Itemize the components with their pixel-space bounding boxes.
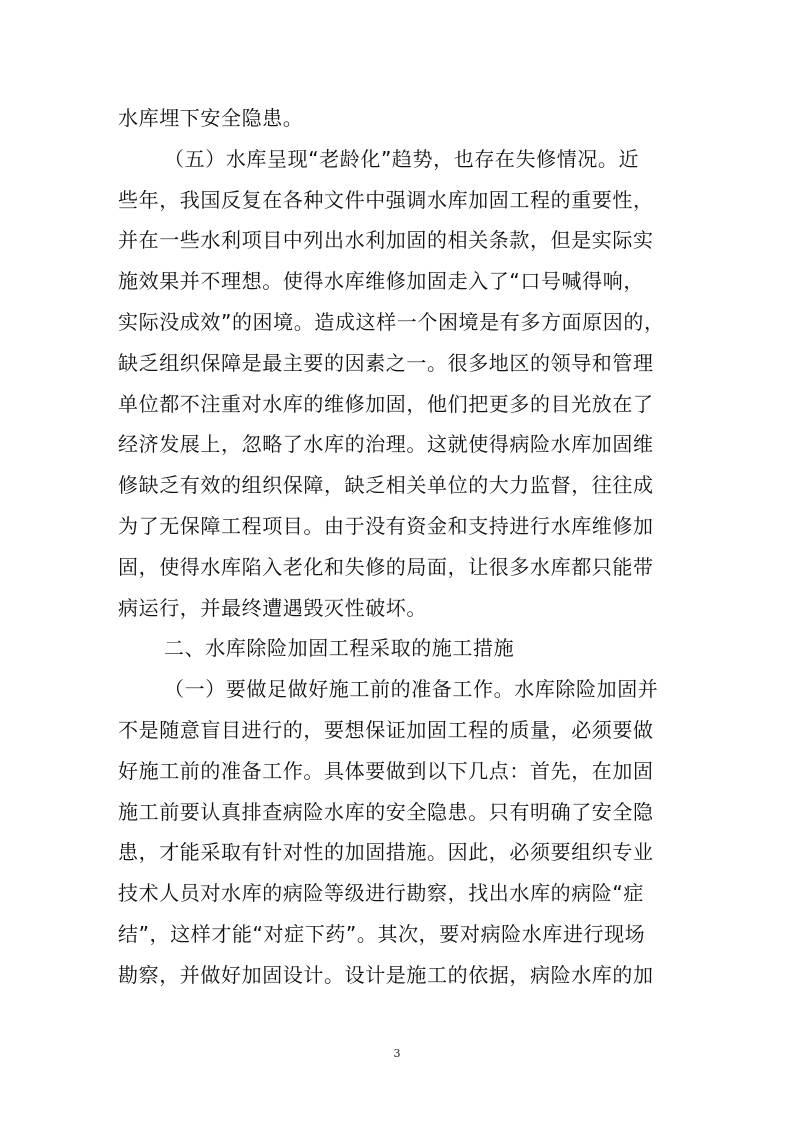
text-line: 结”，这样才能“对症下药”。其次，要对病险水库进行现场 — [118, 921, 646, 946]
text-line: 单位都不注重对水库的维修加固，他们把更多的目光放在了 — [118, 391, 654, 416]
page-number: 3 — [393, 1047, 401, 1060]
text-line: 并在一些水利项目中列出水利加固的相关条款，但是实际实 — [118, 228, 654, 253]
text-line: 不是随意盲目进行的，要想保证加固工程的质量，必须要做 — [118, 717, 654, 742]
text-line: 勘察，并做好加固设计。设计是施工的依据，病险水库的加 — [118, 962, 654, 987]
text-line: 施效果并不理想。使得水库维修加固走入了“口号喊得响， — [118, 269, 644, 294]
text-line: 水库埋下安全隐患。 — [118, 106, 304, 130]
text-line: 经济发展上，忽略了水库的治理。这就使得病险水库加固维 — [118, 432, 654, 457]
text-line: 施工前要认真排查病险水库的安全隐患。只有明确了安全隐 — [118, 799, 654, 824]
text-line: 缺乏组织保障是最主要的因素之一。很多地区的领导和管理 — [118, 350, 654, 375]
text-line: 固，使得水库陷入老化和失修的局面，让很多水库都只能带 — [118, 554, 654, 579]
text-line: （五）水库呈现“老龄化”趋势，也存在失修情况。近 — [164, 146, 640, 171]
text-line: 些年，我国反复在各种文件中强调水库加固工程的重要性， — [118, 187, 654, 212]
text-line: （一）要做足做好施工前的准备工作。水库除险加固并 — [164, 677, 659, 702]
text-line: 为了无保障工程项目。由于没有资金和支持进行水库维修加 — [118, 513, 654, 538]
text-line: 技术人员对水库的病险等级进行勘察，找出水库的病险“症 — [118, 881, 644, 906]
text-line: 患，才能采取有针对性的加固措施。因此，必须要组织专业 — [118, 840, 654, 865]
section-heading: 二、水库除险加固工程采取的施工措施 — [164, 636, 515, 661]
text-line: 实际没成效”的困境。造成这样一个困境是有多方面原因的， — [118, 309, 665, 334]
text-line: 好施工前的准备工作。具体要做到以下几点：首先，在加固 — [118, 758, 654, 783]
text-line: 病运行，并最终遭遇毁灭性破坏。 — [118, 595, 427, 620]
text-line: 修缺乏有效的组织保障，缺乏相关单位的大力监督，往往成 — [118, 473, 654, 498]
body-text — [118, 98, 678, 996]
